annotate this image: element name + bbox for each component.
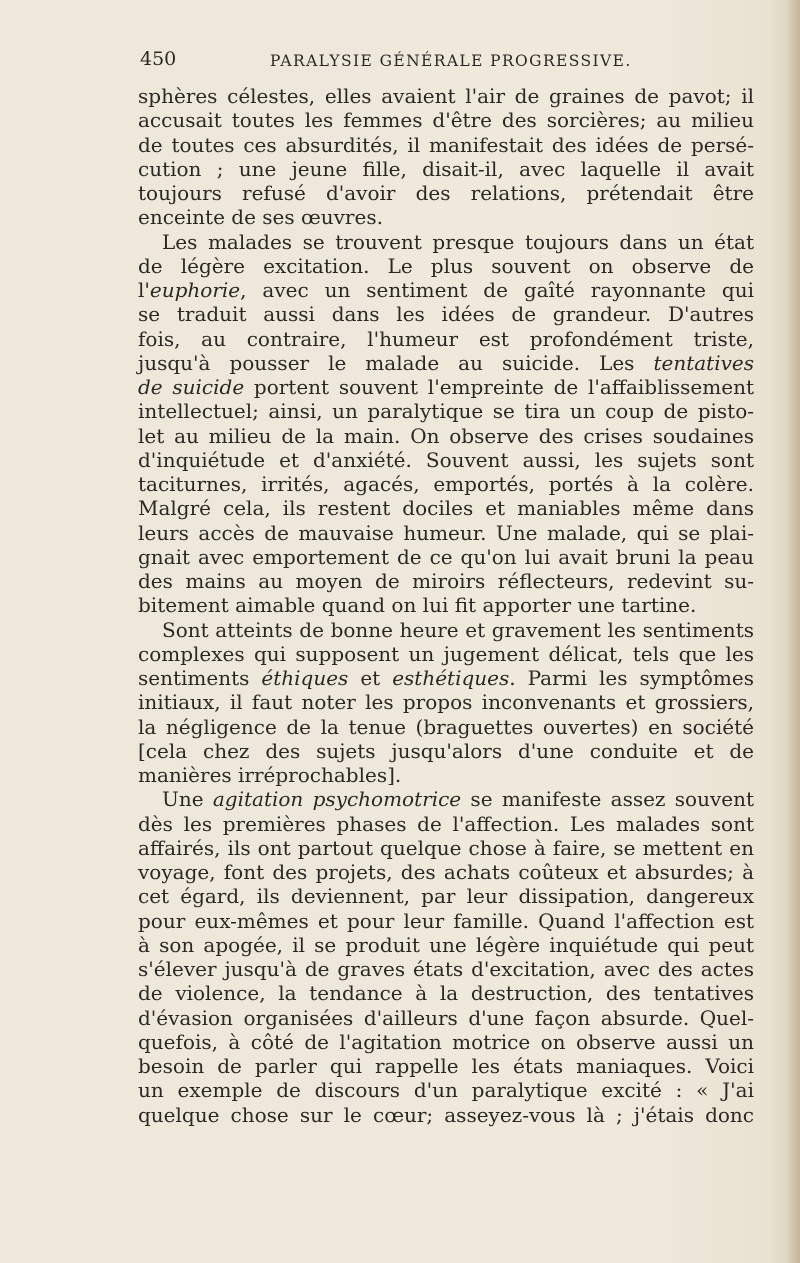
text-line: fois, au contraire, l'humeur est profondément triste, <box>138 326 754 351</box>
text-line: Sont atteints de bonne heure et gravement les sentiments <box>162 617 754 642</box>
text-line: quefois, à côté de l'agitation motrice on observe aussi un <box>138 1029 754 1054</box>
text-line: cution ; une jeune fille, disait-il, avec laquelle il avait <box>138 156 754 181</box>
page-number: 450 <box>140 48 177 70</box>
text-line: initiaux, il faut noter les propos inconvenants et grossiers, <box>138 690 754 715</box>
italic-term: agitation psychomotrice <box>212 787 462 812</box>
italic-term: de suicide <box>138 375 245 399</box>
text-line: la négligence de la tenue (braguettes ouvertes) en société <box>138 714 754 739</box>
text-line: de toutes ces absurdités, il manifestait des idées de persé- <box>138 132 754 157</box>
text-line: affairés, ils ont partout quelque chose à faire, se mettent en <box>138 835 754 860</box>
text-line: toujours refusé d'avoir des relations, prétendait être <box>138 181 754 205</box>
running-title: PARALYSIE GÉNÉRALE PROGRESSIVE. <box>270 52 632 70</box>
text-line: enceinte de ses œuvres. <box>138 205 383 230</box>
text-line: besoin de parler qui rappelle les états maniaques. Voici <box>138 1054 754 1078</box>
text-line: d'inquiétude et d'anxiété. Souvent aussi, les sujets sont <box>138 447 754 472</box>
text-line: [cela chez des sujets jusqu'alors d'une conduite et de <box>138 738 754 763</box>
text-line: quelque chose sur le cœur; asseyez-vous là ; j'étais donc <box>138 1102 754 1127</box>
italic-term: esthétiques <box>392 666 510 690</box>
text-line: dès les premières phases de l'affection. Les malades sont <box>138 811 754 836</box>
text-line: à son apogée, il se produit une légère inquiétude qui peut <box>138 932 754 957</box>
body-text <box>138 84 754 1127</box>
text-line: des mains au moyen de miroirs réflecteurs, redevint su- <box>138 569 754 593</box>
text-line: gnait avec emportement de ce qu'on lui avait bruni la peau <box>138 544 754 569</box>
text-line: de violence, la tendance à la destruction, des tentatives <box>138 981 754 1006</box>
text-line: de légère excitation. Le plus souvent on observe de <box>138 253 754 278</box>
text-line: jusqu'à pousser le malade au suicide. Les tentatives <box>138 350 754 375</box>
page-header <box>140 44 760 78</box>
text-line: sentiments éthiques et esthétiques. Parmi les symptômes <box>138 666 754 690</box>
text-line: complexes qui supposent un jugement délicat, tels que les <box>138 641 754 666</box>
text-line: leurs accès de mauvaise humeur. Une malade, qui se plai- <box>138 520 754 545</box>
text-line: Une agitation psychomotrice se manifeste assez souvent <box>162 787 755 812</box>
italic-term: tentatives <box>653 350 754 375</box>
text-line: cet égard, ils deviennent, par leur dissipation, dangereux <box>138 884 754 909</box>
text-line: pour eux-mêmes et pour leur famille. Quand l'affection est <box>138 908 754 933</box>
text-line: s'élever jusqu'à de graves états d'excitation, avec des actes <box>138 957 754 981</box>
text-line: let au milieu de la main. On observe des crises soudaines <box>138 423 754 448</box>
text-line: manières irréprochables]. <box>138 763 402 787</box>
text-line: sphères célestes, elles avaient l'air de graines de pavot; il <box>138 84 754 108</box>
text-line: d'évasion organisées d'ailleurs d'une façon absurde. Quel- <box>138 1005 754 1030</box>
italic-term: éthiques <box>261 666 349 690</box>
text-line: de suicide portent souvent l'empreinte de l'affaiblissement <box>138 375 754 399</box>
page-edge-shadow <box>786 0 800 1263</box>
text-line: l'euphorie, avec un sentiment de gaîté rayonnante qui <box>138 278 754 302</box>
italic-term: euphorie <box>149 278 241 302</box>
text-line: Malgré cela, ils restent dociles et maniables même dans <box>138 496 754 521</box>
text-line: accusait toutes les femmes d'être des sorcières; au milieu <box>138 108 754 133</box>
text-line: intellectuel; ainsi, un paralytique se tira un coup de pisto- <box>138 399 754 424</box>
text-line: bitement aimable quand on lui fit apporter une tartine. <box>138 593 697 618</box>
text-line: voyage, font des projets, des achats coûteux et absurdes; à <box>138 860 754 884</box>
text-line: se traduit aussi dans les idées de grandeur. D'autres <box>138 302 754 327</box>
text-line: un exemple de discours d'un paralytique excité : « J'ai <box>138 1078 754 1103</box>
text-line: Les malades se trouvent presque toujours dans un état <box>162 229 754 254</box>
text-line: taciturnes, irrités, agacés, emportés, portés à la colère. <box>138 472 754 496</box>
